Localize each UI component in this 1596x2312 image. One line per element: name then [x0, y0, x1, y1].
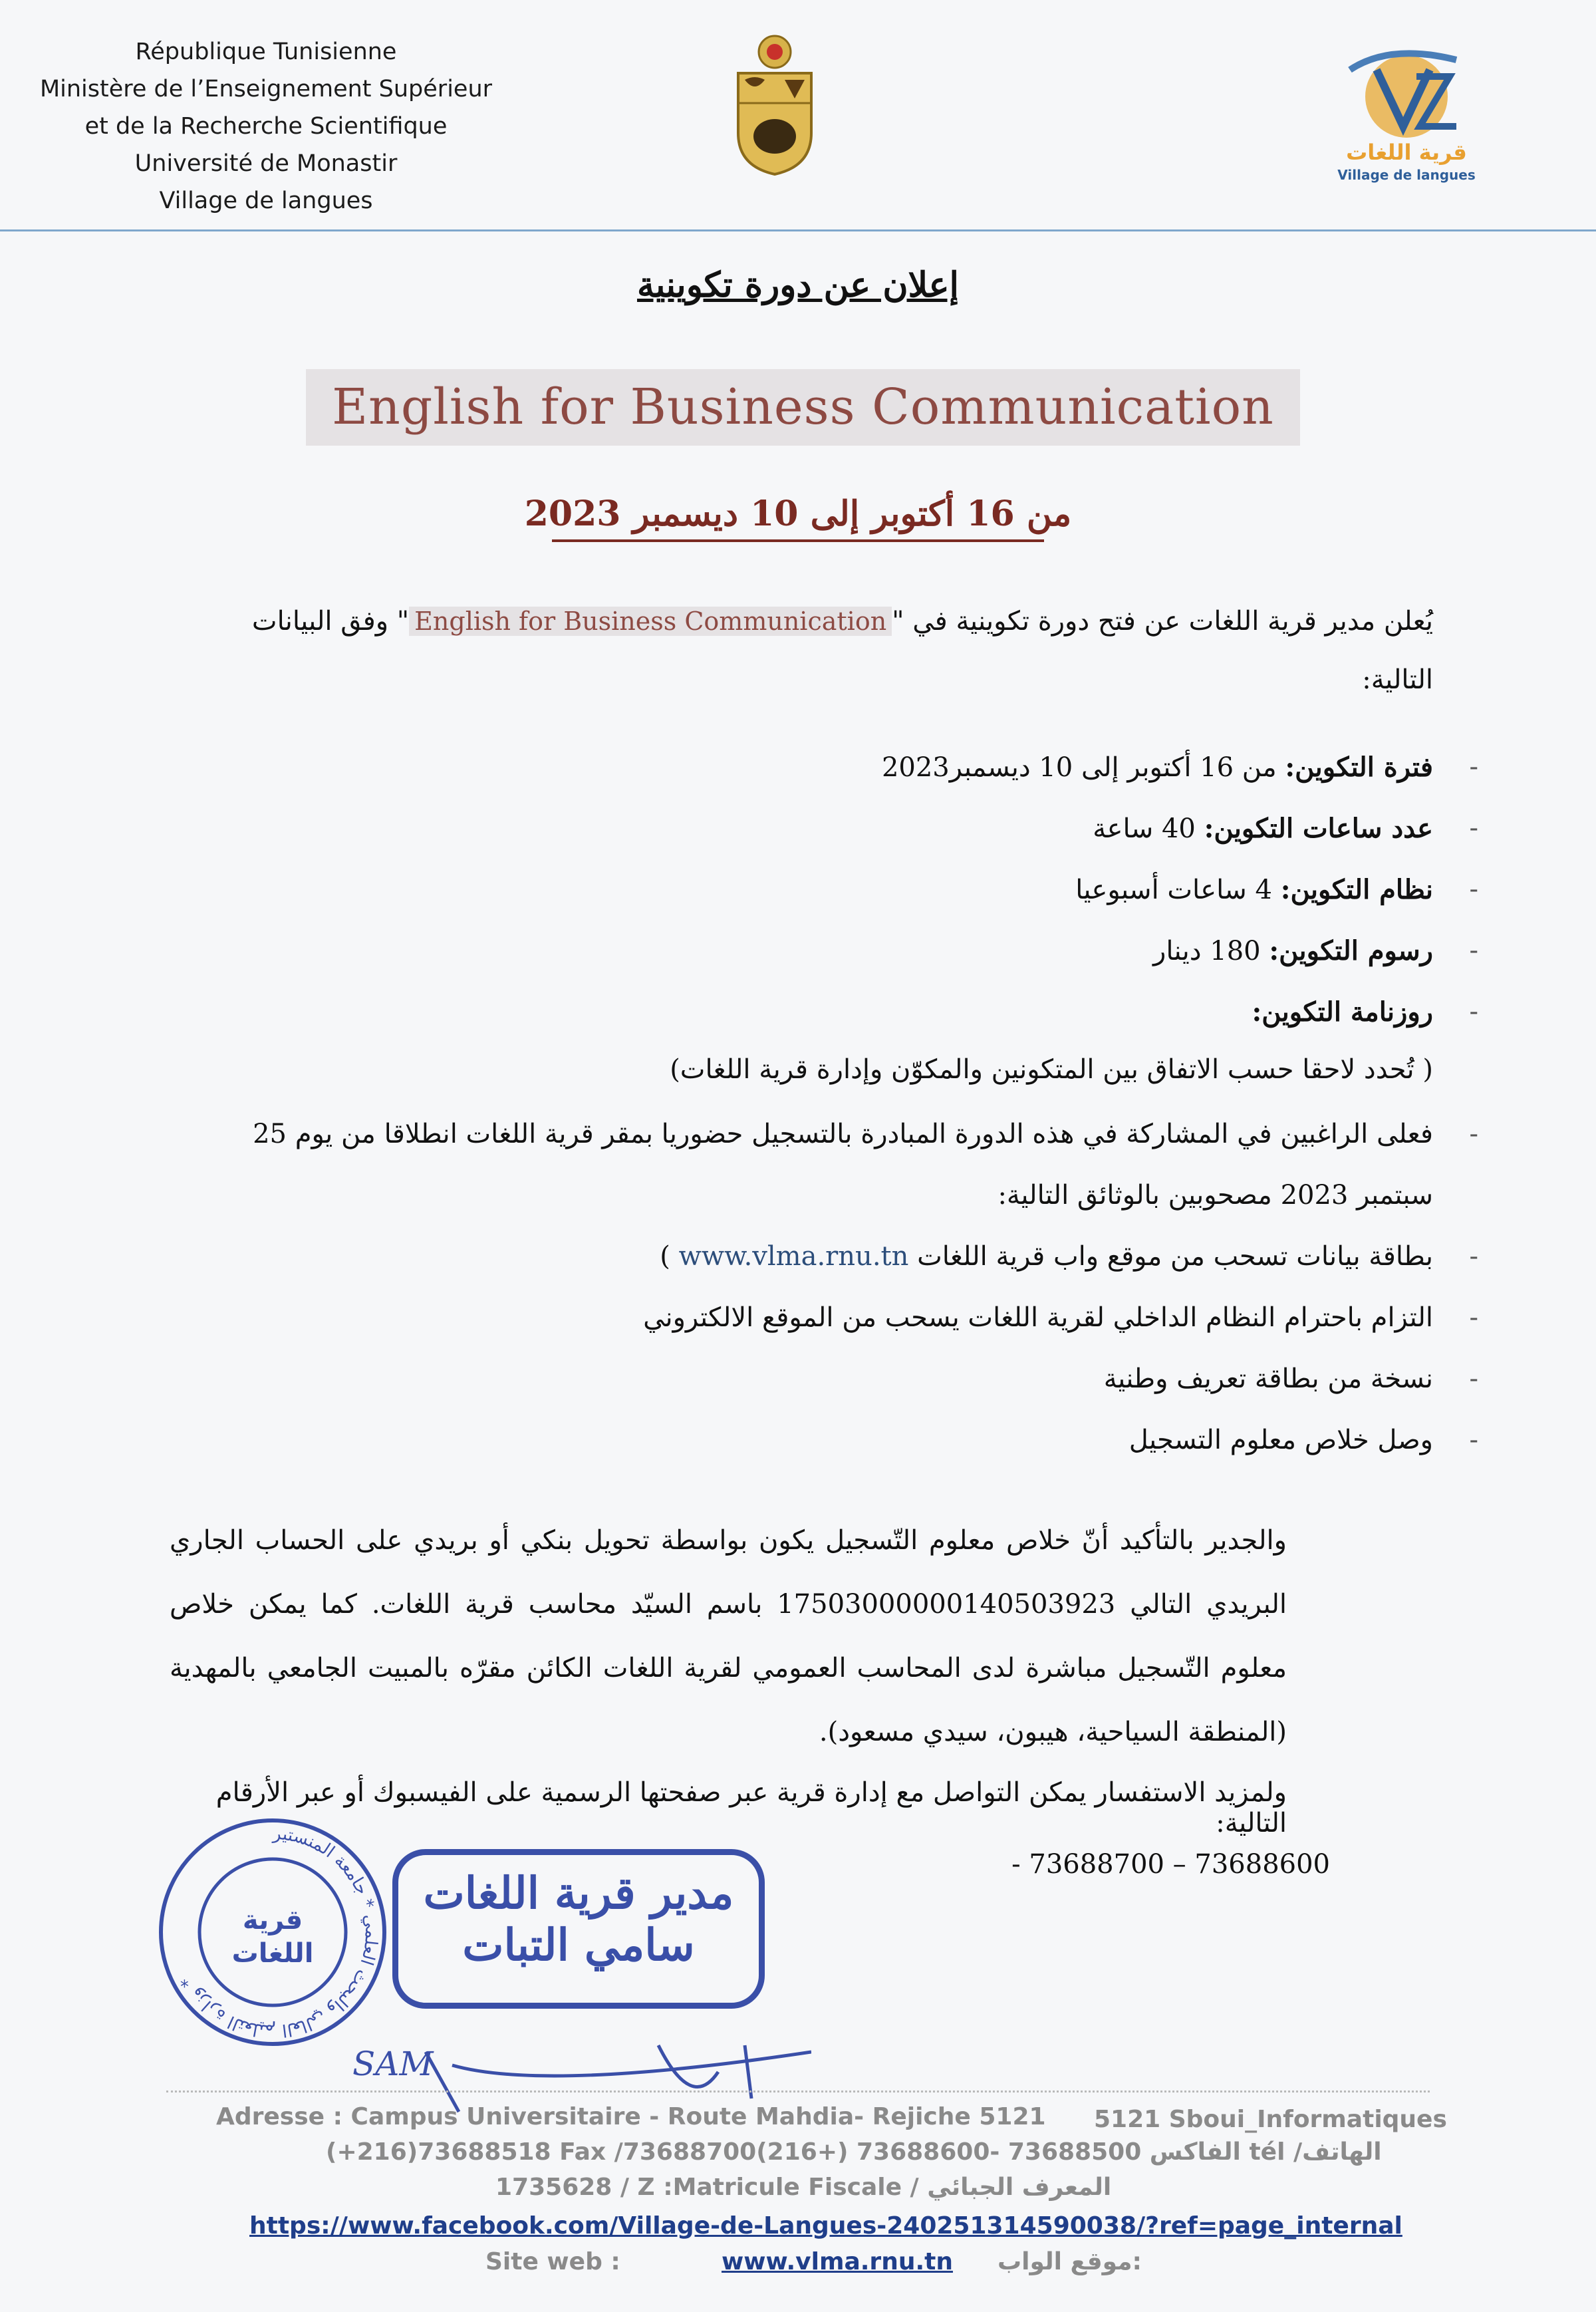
schedule-note: ( تُحدد لاحقا حسب الاتفاق بين المتكونين والمكوّن وإدارة قرية اللغات) — [670, 1054, 1433, 1085]
document-text: التزام باحترام النظام الداخلي لقرية اللغات يسحب من الموقع الالكتروني — [643, 1302, 1433, 1333]
dates-underline — [552, 539, 1044, 542]
payment-paragraph: والجدير بالتأكيد أنّ خلاص معلوم التّسجيل يكون بواسطة تحويل بنكي أو بريدي على الحساب الجاري البريدي التالي 17503000000140503923 باسم السيّد محاسب قرية اللغات. كما يمكن خلاص معلوم التّسجيل مباشرة لدى المحاسب العمومي لقرية اللغات الكائن مقرّه بالمبيت الجامعي بالمهدية (المنطقة السياحية، هيبون، سيدي مسعود). — [170, 1525, 1287, 1747]
intro-course-name: English for Business Communication — [409, 607, 892, 636]
bullet-dash: - — [1469, 752, 1478, 782]
website-link[interactable]: www.vlma.rnu.tn — [678, 1241, 909, 1272]
svg-text:Village de langues: Village de langues — [1337, 167, 1476, 183]
footer-fiscal: 1735628 / Z :Matricule Fiscale / المعرف الجبائي — [495, 2174, 1112, 2201]
course-dates: من 16 أكتوبر إلى 10 ديسمبر 2023 — [524, 494, 1072, 534]
bullet-dash: - — [1469, 1364, 1478, 1394]
document-text: بطاقة بيانات تسحب من موقع واب قرية اللغات — [908, 1241, 1433, 1272]
svg-text:وزارة التعليم العالي والبحث ال: وزارة التعليم العالي والبحث العلمي * جامعة المنستير * — [176, 1823, 382, 2041]
detail-label: روزنامة التكوين: — [1252, 996, 1433, 1028]
course-title: English for Business Communication — [306, 369, 1300, 446]
footer-phone-fax: (+216)73688518 Fax /الفاكس 73688500 -73688600 (+216)73688700 tél /الهاتف — [326, 2138, 1382, 2166]
detail-value: 4 ساعات أسبوعيا — [1075, 875, 1281, 905]
svg-text:قرية اللغات: قرية اللغات — [1346, 140, 1467, 165]
document-text: نسخة من بطاقة تعريف وطنية — [1103, 1364, 1433, 1394]
official-round-stamp — [153, 1812, 392, 2052]
footer-code: 5121 Sboui_Informatiques — [1094, 2106, 1447, 2133]
bullet-dash: - — [1469, 1241, 1478, 1272]
site-link[interactable]: www.vlma.rnu.tn — [722, 2248, 953, 2275]
detail-value: 180 دينار — [1153, 936, 1269, 966]
detail-value: 40 ساعة — [1093, 813, 1204, 844]
header-line: République Tunisienne — [135, 39, 397, 65]
bullet-dash: - — [1469, 1302, 1478, 1333]
detail-item — [1093, 813, 1478, 844]
document-item — [643, 1302, 1478, 1333]
bullet-dash: - — [1469, 1119, 1478, 1149]
registration-line: سبتمبر 2023 مصحوبين بالوثائق التالية: — [998, 1180, 1433, 1211]
document-text: وصل خلاص معلوم التسجيل — [1129, 1425, 1433, 1455]
bullet-dash: - — [1469, 935, 1478, 966]
detail-label: نظام التكوين: — [1280, 874, 1433, 905]
document-item — [1129, 1425, 1478, 1455]
detail-item — [881, 752, 1478, 783]
bullet-dash: - — [1469, 1425, 1478, 1455]
document-item — [660, 1241, 1478, 1272]
director-stamp — [392, 1849, 765, 2009]
document-item — [1103, 1364, 1478, 1394]
bullet-dash: - — [1469, 996, 1478, 1027]
phone-numbers: - 73688700 – 73688600 — [1011, 1849, 1330, 1880]
detail-item — [1252, 996, 1478, 1028]
announcement-title: إعلان عن دورة تكوينية — [636, 265, 960, 305]
footer-divider — [166, 2091, 1430, 2093]
svg-text:اللغات: اللغات — [231, 1938, 314, 1969]
detail-value: من 16 أكتوبر إلى 10 ديسمبر2023 — [881, 752, 1285, 783]
site-label-ar: موقع الواب: — [998, 2248, 1142, 2275]
detail-item — [1075, 874, 1478, 905]
site-label: Site web : — [485, 2248, 620, 2275]
detail-item — [1153, 935, 1478, 966]
header-line: Ministère de l’Enseignement Supérieur — [39, 76, 493, 102]
header-institution — [27, 33, 505, 219]
header-divider — [0, 229, 1596, 231]
intro-text-after: " وفق البيانات التالية: — [251, 606, 1433, 695]
svg-text:قرية: قرية — [242, 1905, 303, 1936]
contact-paragraph: ولمزيد الاستفسار يمكن التواصل مع إدارة قرية عبر صفحتها الرسمية على الفيسبوك أو عبر الأرقام التالية: — [215, 1777, 1287, 1838]
document-tail: ) — [660, 1241, 679, 1272]
svg-text:SAM: SAM — [352, 2045, 434, 2083]
registration-text: فعلى الراغبين في المشاركة في هذه الدورة المبادرة بالتسجيل حضوريا بمقر قرية اللغات انطلاقا من يوم 25 — [253, 1119, 1433, 1149]
registration-line — [253, 1119, 1478, 1149]
header-line: Université de Monastir — [134, 150, 398, 177]
detail-label: فترة التكوين: — [1285, 752, 1433, 783]
stamp-line-name: سامي التبات — [462, 1919, 695, 1971]
detail-label: عدد ساعات التكوين: — [1204, 813, 1433, 844]
footer-address: Adresse : Campus Universitaire - Route Mahdia- Rejiche 5121 — [216, 2103, 1046, 2130]
detail-label: رسوم التكوين: — [1269, 935, 1433, 966]
stamp-line-title: مدير قرية اللغات — [423, 1867, 734, 1919]
facebook-link[interactable]: https://www.facebook.com/Village-de-Langues-240251314590038/?ref=page_internal — [249, 2212, 1402, 2240]
header-line: et de la Recherche Scientifique — [84, 113, 448, 140]
bullet-dash: - — [1469, 874, 1478, 905]
intro-text-before: يُعلن مدير قرية اللغات عن فتح دورة تكوينية في " — [892, 606, 1433, 637]
header-line: Village de langues — [159, 188, 373, 214]
intro-paragraph — [193, 592, 1433, 709]
tunisia-coat-of-arms-icon — [732, 33, 818, 176]
village-de-langues-logo — [1330, 40, 1483, 183]
bullet-dash: - — [1469, 813, 1478, 843]
